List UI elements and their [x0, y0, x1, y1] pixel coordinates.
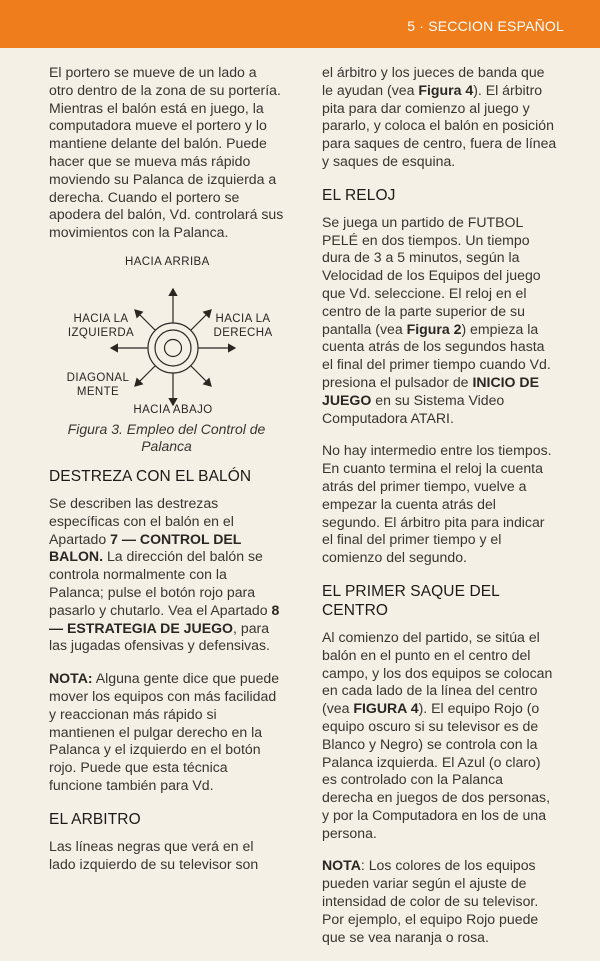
heading-destreza: DESTREZA CON EL BALÓN — [49, 467, 252, 485]
nota-text: Alguna gente dice que puede mover los equipos con más facilidad y reaccionan más rápido si mantienen el pulgar derecho en la Palanca y el izquierdo en el botón rojo. Puede que esta técnica funcione también para Vd. — [49, 670, 280, 793]
label-diagonal-2: MENTE — [76, 385, 120, 398]
figura-4-ref: FIGURA 4 — [353, 700, 419, 717]
saque-text-2: ). El equipo Rojo (o equipo oscuro si su televisor es de Blanco y Negro) se controla con la Palanca izquierda. El Azul (o claro) es controlado con la Palanca derecha en juegos de dos personas, y por la Computadora en los de una persona. — [322, 700, 551, 841]
nota-colores-text: : Los colores de los equipos pueden variar según el ajuste de intensidad de color de su televisor. Por ejemplo, el equipo Rojo puede que se vea naranja o rosa. — [322, 857, 539, 945]
left-column — [49, 64, 284, 888]
nota-colores-paragraph — [322, 857, 557, 946]
destreza-text-1: Se describen las destrezas específicas con el balón en el Apartado — [49, 494, 234, 547]
label-right-2: DERECHA — [213, 326, 273, 339]
figure-caption-line-2: Palanca — [141, 437, 192, 454]
label-left-2: IZQUIERDA — [67, 326, 135, 339]
label-left-1: HACIA LA — [73, 312, 129, 325]
label-right-1: HACIA LA — [215, 312, 271, 325]
destreza-text-2: La dirección del balón se controla normalmente con la Palanca; pulse el botón rojo para pasarlo y chutarlo. Vea el Apartado — [49, 548, 272, 618]
reloj-text-2: ) empieza la cuenta atrás de los segundos hasta el final del primer tiempo cuando Vd. presiona el pulsador de — [322, 320, 551, 390]
nota-paragraph — [49, 670, 284, 795]
figure-4-ref: Figura 4 — [418, 81, 474, 98]
joystick-figure — [49, 257, 284, 415]
destreza-ref-8: 8 — ESTRATEGIA DE JUEGO — [49, 601, 280, 636]
nota-colores-label: NOTA — [322, 857, 361, 874]
reloj-text-1: Se juega un partido de FUTBOL PELÉ en dos tiempos. Un tiempo dura de 3 a 5 minutos, según la Velocidad de los Equipos del juego que Vd. seleccione. El reloj en el centro de la parte superior de su pantalla (vea — [322, 213, 541, 337]
figure-2-ref: Figura 2 — [406, 320, 462, 337]
right-column — [322, 64, 557, 961]
heading-primer-saque: EL PRIMER SAQUE DEL CENTRO — [322, 582, 500, 619]
destreza-text-3: , para las jugadas ofensivas y defensivas. — [49, 619, 270, 654]
destreza-paragraph — [49, 495, 284, 655]
destreza-ref-7: 7 — CONTROL DEL BALON. — [49, 530, 242, 565]
heading-reloj: EL RELOJ — [322, 186, 396, 204]
goalkeeper-paragraph: El portero se mueve de un lado a otro dentro de la zona de su portería. Mientras el balón está en juego, la computadora mueve el portero y lo mantiene delante del balón. Puede hacer que se mueva más rápido moviendo su Palanca de izquierda a derecha. Cuando el portero se apodera del balón, Vd. controlará sus movimientos con la Palanca. — [49, 64, 284, 241]
section-title: 5 · SECCION ESPAÑOL — [407, 18, 564, 34]
figure-caption — [49, 421, 284, 455]
reloj-text-3: en su Sistema Video Computadora ATARI. — [322, 391, 505, 426]
section-banner — [0, 0, 600, 48]
saque-paragraph — [322, 629, 557, 843]
arbitro-continued-paragraph — [322, 64, 557, 171]
arbitro-text-2: ). El árbitro pita para dar comienzo al juego y pararlo, y coloca el balón en posición para saques de centro, fuera de línea y saques de esquina. — [322, 81, 557, 169]
saque-text-1: Al comienzo del partido, se sitúa el balón en el punto en el centro del campo, y los dos equipos se colocan en cada lado de la línea del centro (vea — [322, 628, 553, 717]
heading-arbitro: EL ARBITRO — [49, 810, 141, 828]
figure-caption-line-1: Figura 3. Empleo del Control de — [67, 420, 266, 437]
arbitro-paragraph: Las líneas negras que verá en el lado izquierdo de su televisor son — [49, 837, 259, 872]
nota-label: NOTA: — [49, 670, 93, 687]
inicio-de-juego-ref: INICIO DE JUEGO — [322, 373, 539, 408]
intermedio-paragraph: No hay intermedio entre los tiempos. En cuanto termina el reloj la cuenta atrás del primer tiempo, vuelve a empezar la cuenta atrás del segundo. El árbitro pita para indicar el final del primer tiempo y el comienzo del segundo. — [322, 442, 552, 566]
label-diagonal-1: DIAGONAL — [66, 371, 130, 384]
label-down: HACIA ABAJO — [133, 403, 213, 416]
reloj-paragraph — [322, 214, 557, 428]
label-up: HACIA ARRIBA — [125, 255, 210, 268]
arbitro-text-1: el árbitro y los jueces de banda que le ayudan (vea — [322, 64, 545, 98]
